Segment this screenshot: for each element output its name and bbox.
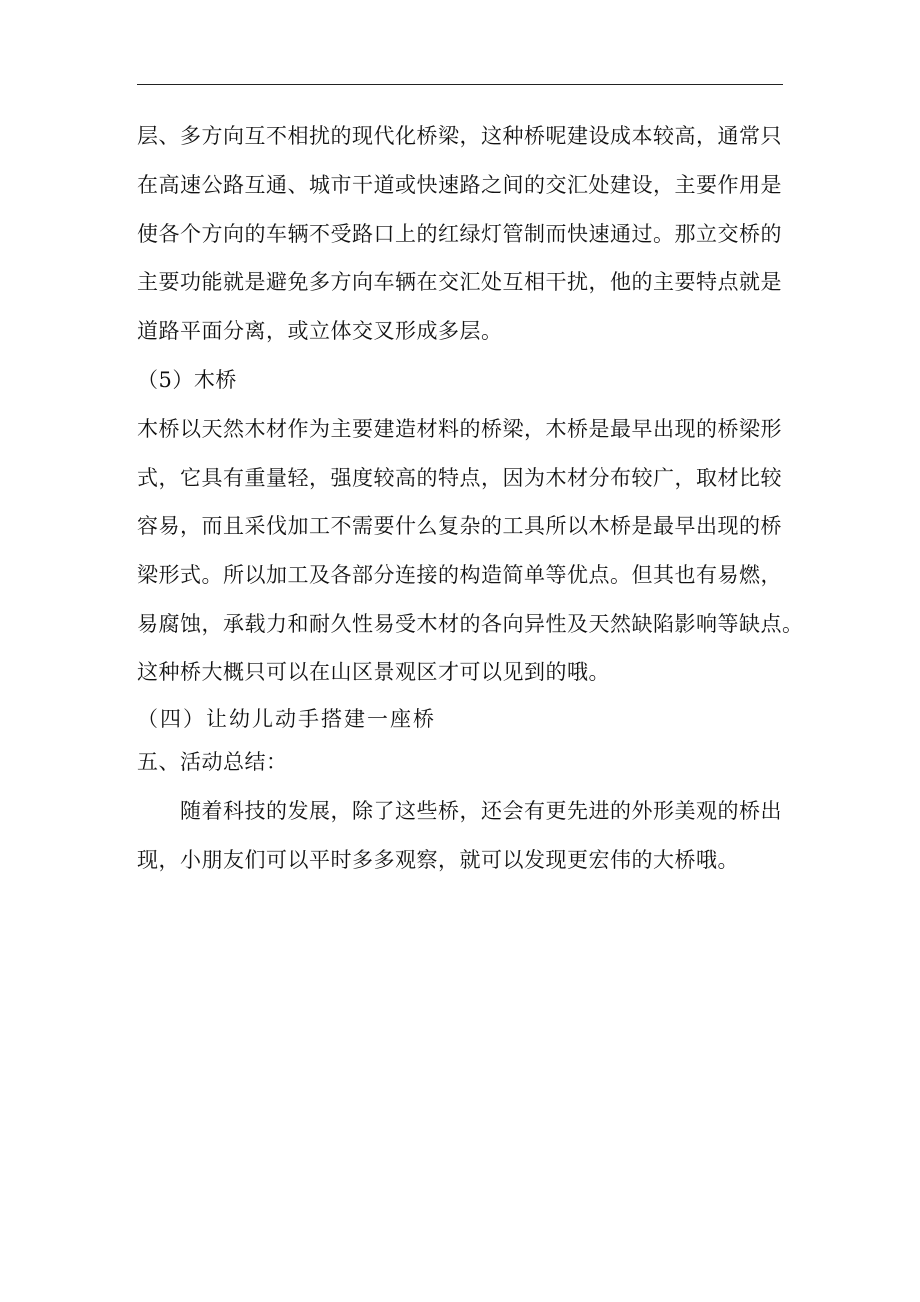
paragraph-line: 木桥以天然木材作为主要建造材料的桥梁，木桥是最早出现的桥梁形 <box>137 417 782 441</box>
paragraph-line: 主要功能就是避免多方向车辆在交汇处互相干扰，他的主要特点就是 <box>137 270 782 294</box>
paragraph-line: 这种桥大概只可以在山区景观区才可以见到的哦。 <box>137 660 610 684</box>
header-rule <box>137 84 783 85</box>
paragraph-line: 易腐蚀，承载力和耐久性易受木材的各向异性及天然缺陷影响等缺点。 <box>137 612 804 636</box>
paragraph-line: 式，它具有重量轻，强度较高的特点，因为木材分布较广，取材比较 <box>137 466 782 490</box>
section-heading: （四）让幼儿动手搭建一座桥 <box>137 707 436 731</box>
paragraph-line: 使各个方向的车辆不受路口上的红绿灯管制而快速通过。那立交桥的 <box>137 222 782 246</box>
paragraph-line: 随着科技的发展，除了这些桥，还会有更先进的外形美观的桥出 <box>180 799 782 823</box>
paragraph-line: 梁形式。所以加工及各部分连接的构造简单等优点。但其也有易燃， <box>137 563 782 587</box>
paragraph-line: 现，小朋友们可以平时多多观察，就可以发现更宏伟的大桥哦。 <box>137 848 739 872</box>
paragraph-line: 容易，而且采伐加工不需要什么复杂的工具所以木桥是最早出现的桥 <box>137 514 782 538</box>
paragraph-line: 层、多方向互不相扰的现代化桥梁，这种桥呢建设成本较高，通常只 <box>137 124 782 148</box>
paragraph-line: 在高速公路互通、城市干道或快速路之间的交汇处建设，主要作用是 <box>137 173 782 197</box>
section-heading: 五、活动总结： <box>137 750 288 774</box>
paragraph-line: 道路平面分离，或立体交叉形成多层。 <box>137 319 503 343</box>
section-heading: （5）木桥 <box>137 368 237 392</box>
